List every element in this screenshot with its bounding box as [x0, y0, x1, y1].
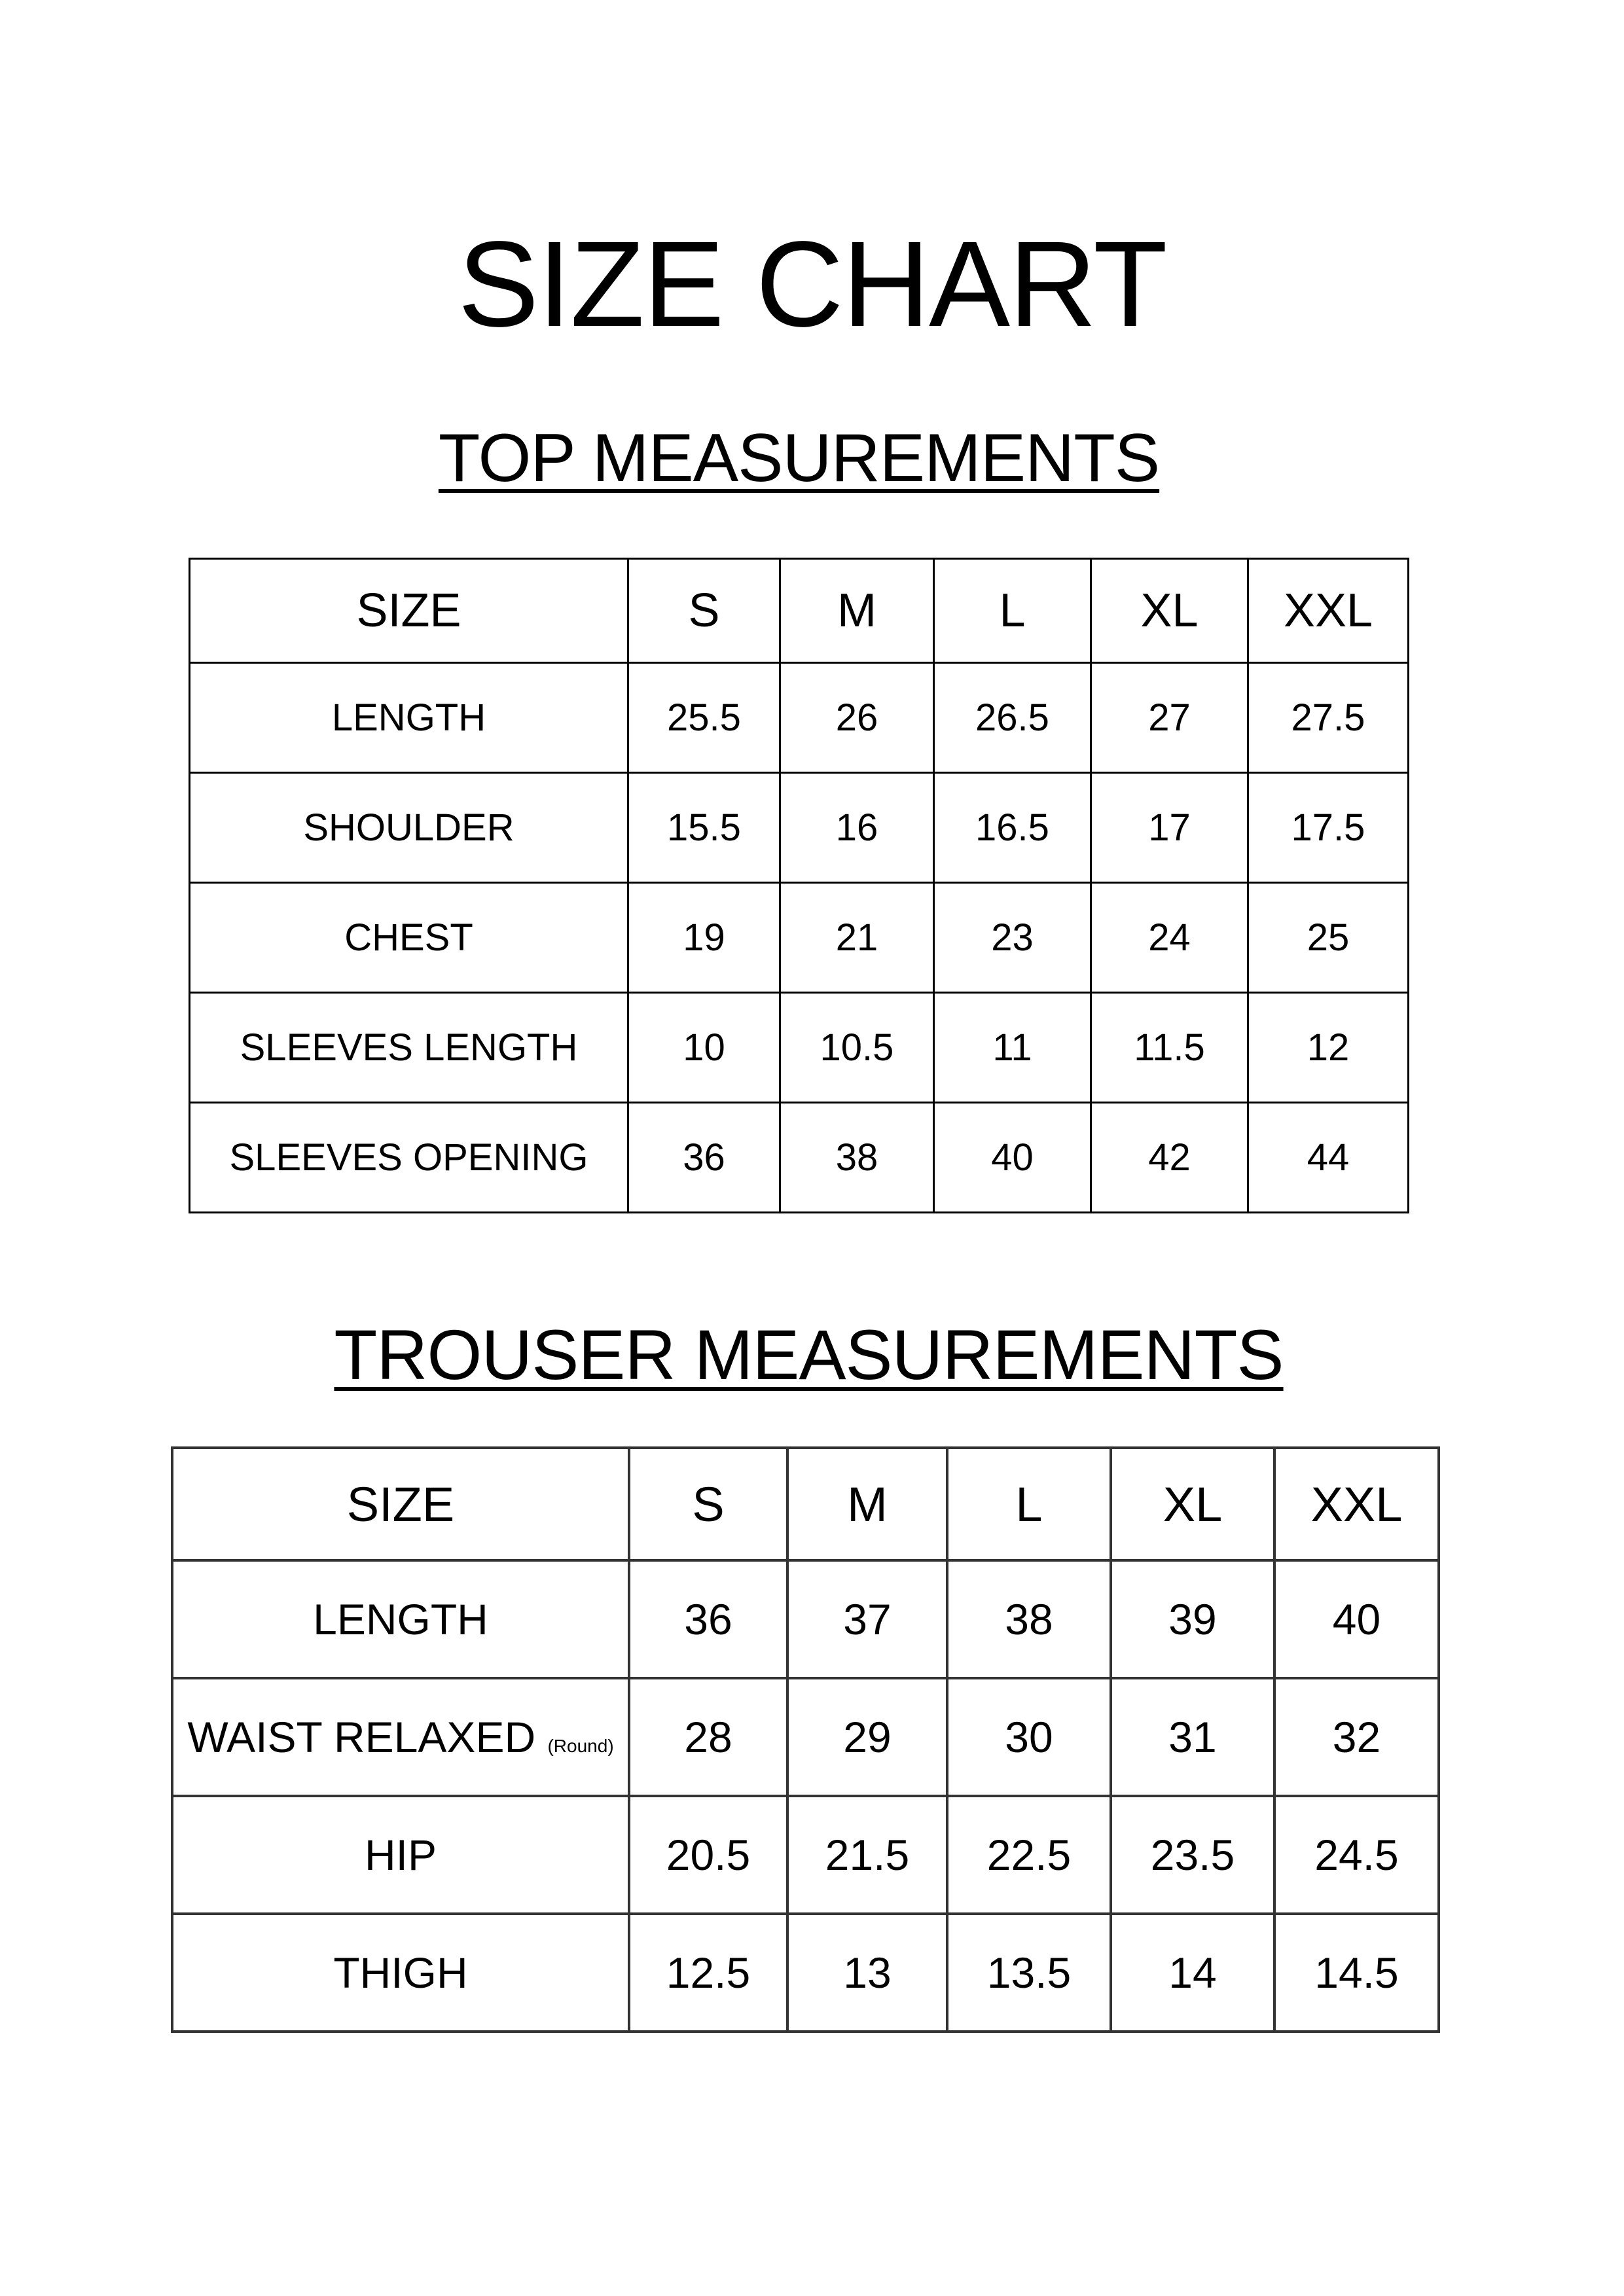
measurement-value: 38 — [780, 1103, 934, 1213]
measurement-label-cell — [172, 1914, 629, 2032]
measurement-label: CHEST — [344, 916, 473, 959]
measurement-label: SLEEVES OPENING — [229, 1136, 588, 1179]
measurement-label-cell — [172, 1796, 629, 1914]
measurement-label-cell — [172, 1560, 629, 1678]
measurement-value: 21 — [780, 883, 934, 993]
size-header-cell: SIZE — [190, 559, 628, 663]
size-column-header: L — [947, 1448, 1111, 1560]
measurement-value: 10.5 — [780, 993, 934, 1103]
table-row — [172, 1914, 1439, 2032]
size-column-header: S — [628, 559, 780, 663]
size-column-header: S — [629, 1448, 787, 1560]
measurement-value: 15.5 — [628, 773, 780, 883]
table-row — [190, 773, 1409, 883]
measurement-value: 40 — [1274, 1560, 1439, 1678]
measurement-value: 32 — [1274, 1678, 1439, 1796]
measurement-value: 28 — [629, 1678, 787, 1796]
measurement-value: 17 — [1091, 773, 1248, 883]
measurement-label: SLEEVES LENGTH — [240, 1026, 578, 1069]
measurement-label-cell — [190, 1103, 628, 1213]
size-column-header: M — [780, 559, 934, 663]
size-column-header: M — [787, 1448, 947, 1560]
measurement-value: 13 — [787, 1914, 947, 2032]
measurement-value: 14 — [1111, 1914, 1274, 2032]
size-column-header: XL — [1091, 559, 1248, 663]
measurement-label-cell — [172, 1678, 629, 1796]
measurement-note: (Round) — [547, 1736, 614, 1756]
size-column-header: L — [934, 559, 1091, 663]
measurement-value: 30 — [947, 1678, 1111, 1796]
measurement-value: 44 — [1248, 1103, 1409, 1213]
table-row — [190, 993, 1409, 1103]
measurement-label-cell — [190, 993, 628, 1103]
measurement-value: 19 — [628, 883, 780, 993]
measurement-value: 10 — [628, 993, 780, 1103]
measurement-label: WAIST RELAXED — [187, 1713, 536, 1761]
measurement-label-cell — [190, 883, 628, 993]
measurement-value: 25.5 — [628, 663, 780, 773]
measurement-value: 16 — [780, 773, 934, 883]
top-measurements-table — [189, 558, 1409, 1213]
page-title: SIZE CHART — [458, 217, 1166, 352]
measurement-value: 11 — [934, 993, 1091, 1103]
measurement-value: 13.5 — [947, 1914, 1111, 2032]
top-header-row — [190, 559, 1409, 663]
measurement-value: 11.5 — [1091, 993, 1248, 1103]
measurement-value: 22.5 — [947, 1796, 1111, 1914]
trouser-header-row — [172, 1448, 1439, 1560]
table-row — [190, 1103, 1409, 1213]
measurement-label: THIGH — [333, 1948, 468, 1997]
trouser-measurements-table — [171, 1446, 1440, 2033]
measurement-value: 21.5 — [787, 1796, 947, 1914]
measurement-label: SHOULDER — [303, 806, 514, 849]
top-table-body — [190, 559, 1409, 1213]
measurement-value: 38 — [947, 1560, 1111, 1678]
measurement-value: 40 — [934, 1103, 1091, 1213]
measurement-label-cell — [190, 773, 628, 883]
measurement-value: 17.5 — [1248, 773, 1409, 883]
measurement-value: 37 — [787, 1560, 947, 1678]
measurement-value: 12.5 — [629, 1914, 787, 2032]
measurement-value: 24 — [1091, 883, 1248, 993]
measurement-value: 14.5 — [1274, 1914, 1439, 2032]
table-row — [172, 1678, 1439, 1796]
table-row — [190, 883, 1409, 993]
measurement-value: 20.5 — [629, 1796, 787, 1914]
measurement-value: 12 — [1248, 993, 1409, 1103]
measurement-value: 24.5 — [1274, 1796, 1439, 1914]
trouser-table-body — [172, 1448, 1439, 2032]
measurement-label-cell — [190, 663, 628, 773]
measurement-value: 27.5 — [1248, 663, 1409, 773]
measurement-value: 26 — [780, 663, 934, 773]
measurement-value: 26.5 — [934, 663, 1091, 773]
measurement-label: HIP — [364, 1831, 437, 1879]
measurement-value: 39 — [1111, 1560, 1274, 1678]
measurement-value: 42 — [1091, 1103, 1248, 1213]
measurement-label: LENGTH — [331, 696, 486, 739]
table-row — [190, 663, 1409, 773]
size-header-cell: SIZE — [172, 1448, 629, 1560]
measurement-value: 36 — [629, 1560, 787, 1678]
measurement-value: 16.5 — [934, 773, 1091, 883]
size-column-header: XL — [1111, 1448, 1274, 1560]
measurement-value: 29 — [787, 1678, 947, 1796]
table-row — [172, 1560, 1439, 1678]
size-column-header: XXL — [1274, 1448, 1439, 1560]
measurement-value: 23 — [934, 883, 1091, 993]
size-column-header: XXL — [1248, 559, 1409, 663]
table-row — [172, 1796, 1439, 1914]
measurement-value: 25 — [1248, 883, 1409, 993]
measurement-value: 23.5 — [1111, 1796, 1274, 1914]
trouser-measurements-title: TROUSER MEASUREMENTS — [334, 1315, 1284, 1394]
measurement-value: 31 — [1111, 1678, 1274, 1796]
measurement-label: LENGTH — [313, 1595, 488, 1643]
top-measurements-title: TOP MEASUREMENTS — [438, 420, 1160, 496]
measurement-value: 36 — [628, 1103, 780, 1213]
measurement-value: 27 — [1091, 663, 1248, 773]
